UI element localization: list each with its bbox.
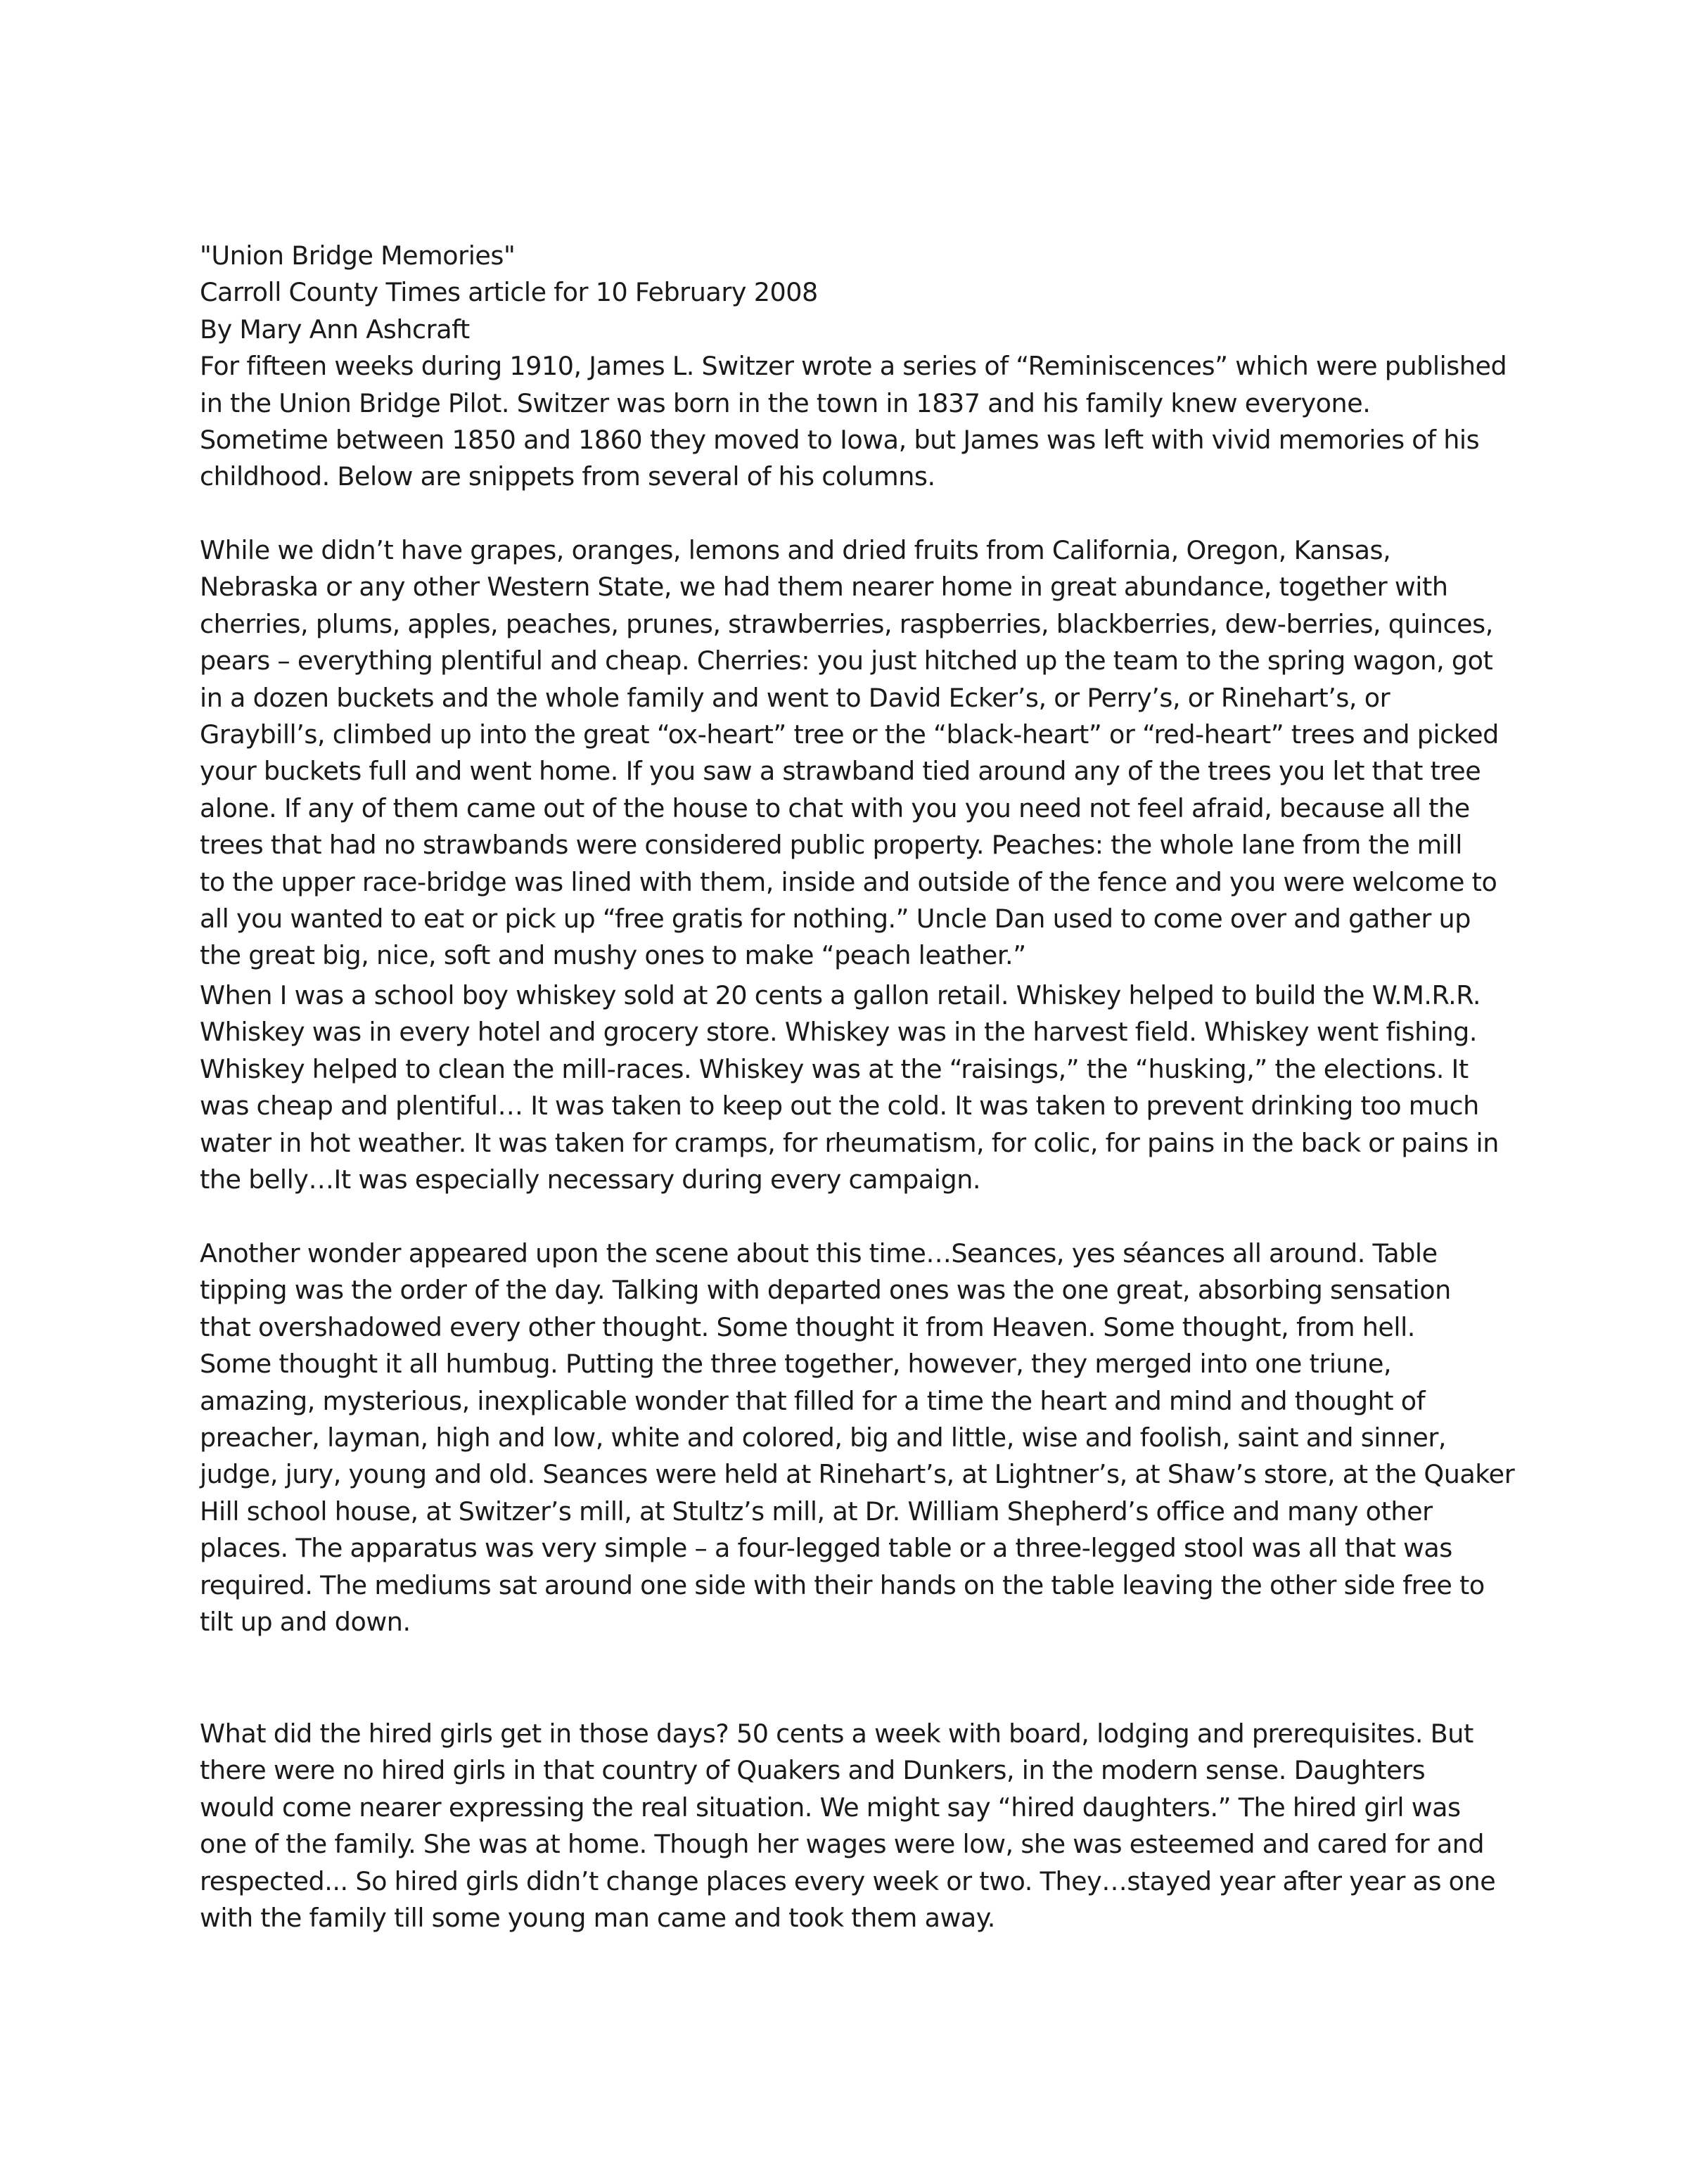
paragraph-line: Another wonder appeared upon the scene about this time…Seances, yes séances all around. Table	[200, 1238, 1438, 1268]
paragraph-line: tipping was the order of the day. Talking with departed ones was the one great, absorbing sensation	[200, 1275, 1451, 1306]
paragraph-line: required. The mediums sat around one side with their hands on the table leaving the other side free to	[200, 1569, 1485, 1600]
paragraph-line: respected... So hired girls didn’t change places every week or two. They…stayed year after year as one	[200, 1865, 1496, 1896]
paragraph-line: Hill school house, at Switzer’s mill, at Stultz’s mill, at Dr. William Shepherd’s office and many other	[200, 1496, 1433, 1527]
paragraph-line: there were no hired girls in that country of Quakers and Dunkers, in the modern sense. Daughters	[200, 1755, 1426, 1786]
paragraph-line: that overshadowed every other thought. Some thought it from Heaven. Some thought, from hell.	[200, 1311, 1415, 1342]
paragraph-line: with the family till some young man came and took them away.	[200, 1903, 995, 1934]
paragraph-line: pears – everything plentiful and cheap. Cherries: you just hitched up the team to the spring wagon, got	[200, 645, 1493, 676]
intro-line: Sometime between 1850 and 1860 they moved to Iowa, but James was left with vivid memories of his	[200, 425, 1480, 456]
byline: By Mary Ann Ashcraft	[200, 314, 470, 345]
paragraph-line: cherries, plums, apples, peaches, prunes, strawberries, raspberries, blackberries, dew-berries, quinces,	[200, 608, 1493, 639]
paragraph-line: Some thought it all humbug. Putting the three together, however, they merged into one triune,	[200, 1349, 1392, 1380]
paragraph-fruits	[200, 532, 1522, 975]
paragraph-line: While we didn’t have grapes, oranges, lemons and dried fruits from California, Oregon, Kansas,	[200, 535, 1391, 565]
paragraph-line: places. The apparatus was very simple – a four-legged table or a three-legged stool was all that was	[200, 1533, 1452, 1564]
paragraph-line: all you wanted to eat or pick up “free gratis for nothing.” Uncle Dan used to come over and gather up	[200, 904, 1471, 934]
paragraph-line: in a dozen buckets and the whole family and went to David Ecker’s, or Perry’s, or Rinehart’s, or	[200, 682, 1390, 713]
paragraph-line: one of the family. She was at home. Though her wages were low, she was esteemed and cared for and	[200, 1829, 1485, 1860]
paragraph-line: Nebraska or any other Western State, we had them nearer home in great abundance, together with	[200, 572, 1448, 603]
paragraph-line: was cheap and plentiful… It was taken to keep out the cold. It was taken to prevent drinking too much	[200, 1091, 1479, 1122]
paragraph-line: would come nearer expressing the real situation. We might say “hired daughters.” The hired girl was	[200, 1792, 1461, 1823]
paragraph-hired-girls	[200, 1716, 1522, 1936]
paragraph-line: water in hot weather. It was taken for cramps, for rheumatism, for colic, for pains in the back or pains in	[200, 1127, 1499, 1158]
paragraph-line: preacher, layman, high and low, white and colored, big and little, wise and foolish, saint and sinner,	[200, 1422, 1447, 1453]
paragraph-line: amazing, mysterious, inexplicable wonder that filled for a time the heart and mind and thought of	[200, 1385, 1426, 1416]
paragraph-seances	[200, 1235, 1522, 1640]
paragraph-line: When I was a school boy whiskey sold at 20 cents a gallon retail. Whiskey helped to build the W.M.R.R.	[200, 980, 1481, 1010]
paragraph-line: Whiskey was in every hotel and grocery store. Whiskey was in the harvest field. Whiskey went fishing.	[200, 1017, 1478, 1048]
article-title: "Union Bridge Memories"	[200, 240, 516, 271]
paragraph-line: tilt up and down.	[200, 1607, 411, 1638]
paragraph-line: alone. If any of them came out of the house to chat with you you need not feel afraid, because all the	[200, 792, 1470, 823]
paragraph-line: What did the hired girls get in those days? 50 cents a week with board, lodging and prerequisites. But	[200, 1719, 1473, 1749]
paragraph-line: the belly…It was especially necessary during every campaign.	[200, 1164, 981, 1195]
article-header	[200, 238, 1522, 496]
paragraph-line: the great big, nice, soft and mushy ones to make “peach leather.”	[200, 940, 1026, 971]
intro-line: For fifteen weeks during 1910, James L. Switzer wrote a series of “Reminiscences” which were published	[200, 351, 1507, 382]
paragraph-line: judge, jury, young and old. Seances were held at Rinehart’s, at Lightner’s, at Shaw’s store, at the Quaker	[200, 1459, 1515, 1490]
paragraph-line: Whiskey helped to clean the mill-races. Whiskey was at the “raisings,” the “husking,” the elections. It	[200, 1053, 1469, 1084]
paragraph-line: trees that had no strawbands were considered public property. Peaches: the whole lane from the mill	[200, 830, 1462, 861]
paragraph-whiskey	[200, 977, 1522, 1198]
intro-line: childhood. Below are snippets from several of his columns.	[200, 461, 935, 492]
publication-line: Carroll County Times article for 10 February 2008	[200, 277, 818, 308]
paragraph-line: your buckets full and went home. If you saw a strawband tied around any of the trees you let that tree	[200, 756, 1481, 787]
intro-line: in the Union Bridge Pilot. Switzer was born in the town in 1837 and his family knew everyone.	[200, 387, 1371, 418]
paragraph-line: Graybill’s, climbed up into the great “ox-heart” tree or the “black-heart” or “red-heart” trees and picked	[200, 719, 1499, 750]
paragraph-line: to the upper race-bridge was lined with them, inside and outside of the fence and you were welcome to	[200, 866, 1497, 897]
